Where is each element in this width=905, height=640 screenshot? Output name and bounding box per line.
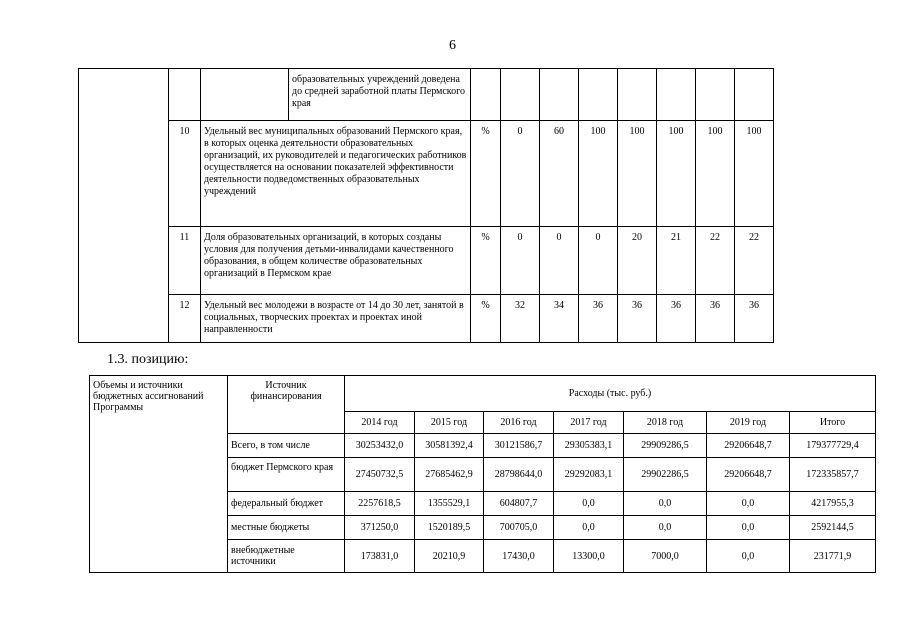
source-cell: федеральный бюджет [228, 492, 345, 516]
year-header: 2014 год [345, 412, 415, 434]
amount-cell: 231771,9 [790, 540, 876, 573]
amount-cell: 2592144,5 [790, 516, 876, 540]
value-cell: 36 [618, 295, 657, 343]
source-cell: внебюджетные источники [228, 540, 345, 573]
year-header: 2019 год [707, 412, 790, 434]
amount-cell: 29292083,1 [554, 458, 624, 492]
unit-cell: % [471, 121, 501, 227]
amount-cell: 0,0 [624, 516, 707, 540]
amount-cell: 1355529,1 [415, 492, 484, 516]
amount-cell: 4217955,3 [790, 492, 876, 516]
amount-cell: 13300,0 [554, 540, 624, 573]
year-header: 2016 год [484, 412, 554, 434]
budget-row-label: Объемы и источники бюджетных ассигнований Программы [90, 376, 228, 573]
value-cell: 100 [696, 121, 735, 227]
amount-cell: 700705,0 [484, 516, 554, 540]
amount-cell: 30121586,7 [484, 434, 554, 458]
value-cell: 36 [735, 295, 774, 343]
value-cell: 0 [579, 227, 618, 295]
amount-cell: 30581392,4 [415, 434, 484, 458]
value-cell: 0 [540, 227, 579, 295]
table-row [79, 295, 774, 343]
amount-cell: 604807,7 [484, 492, 554, 516]
amount-cell: 29305383,1 [554, 434, 624, 458]
amount-cell: 0,0 [624, 492, 707, 516]
amount-cell: 20210,9 [415, 540, 484, 573]
row-number: 12 [169, 295, 201, 343]
indicator-text: Удельный вес молодежи в возрасте от 14 до 30 лет, занятой в социальных, творческих проектах и проектах иной направленности [201, 295, 471, 343]
amount-cell: 173831,0 [345, 540, 415, 573]
value-cell: 21 [657, 227, 696, 295]
value-cell: 100 [618, 121, 657, 227]
amount-cell: 371250,0 [345, 516, 415, 540]
amount-cell: 1520189,5 [415, 516, 484, 540]
amount-cell: 28798644,0 [484, 458, 554, 492]
value-cell: 100 [735, 121, 774, 227]
page-number: 6 [449, 38, 456, 53]
value-cell: 22 [735, 227, 774, 295]
value-cell: 32 [501, 295, 540, 343]
value-cell: 36 [696, 295, 735, 343]
amount-cell: 172335857,7 [790, 458, 876, 492]
table-row [79, 121, 774, 227]
amount-cell: 0,0 [707, 540, 790, 573]
indicators-table [78, 68, 774, 343]
source-header: Источник финансирования [228, 376, 345, 434]
row-number: 10 [169, 121, 201, 227]
value-cell: 100 [579, 121, 618, 227]
table-row [79, 227, 774, 295]
year-header: 2018 год [624, 412, 707, 434]
value-cell: 0 [501, 227, 540, 295]
indicator-text: Доля образовательных организаций, в которых созданы условия для получения детьми-инвалидами качественного образования, в общем количестве образовательных организаций в Пермском крае [201, 227, 471, 295]
amount-cell: 0,0 [554, 492, 624, 516]
year-header: 2017 год [554, 412, 624, 434]
amount-cell: 17430,0 [484, 540, 554, 573]
amount-cell: 27450732,5 [345, 458, 415, 492]
amount-cell: 7000,0 [624, 540, 707, 573]
total-header: Итого [790, 412, 876, 434]
continuation-text: образовательных учреждений доведена до средней заработной платы Пермского края [289, 69, 471, 121]
amount-cell: 0,0 [554, 516, 624, 540]
source-cell: Всего, в том числе [228, 434, 345, 458]
amount-cell: 29206648,7 [707, 458, 790, 492]
amount-cell: 0,0 [707, 516, 790, 540]
value-cell: 36 [579, 295, 618, 343]
source-cell: бюджет Пермского края [228, 458, 345, 492]
source-cell: местные бюджеты [228, 516, 345, 540]
row-number: 11 [169, 227, 201, 295]
indicator-text: Удельный вес муниципальных образований Пермского края, в которых оценка деятельности образовательных организаций, их руководителей и педагогических работников осуществляется на основании показателей эффективности деятельности подведомственных образовательных учреждений [201, 121, 471, 227]
amount-cell: 29206648,7 [707, 434, 790, 458]
amount-cell: 29909286,5 [624, 434, 707, 458]
budget-table [89, 375, 876, 573]
amount-cell: 0,0 [707, 492, 790, 516]
amount-cell: 30253432,0 [345, 434, 415, 458]
value-cell: 20 [618, 227, 657, 295]
table-row [79, 69, 774, 121]
value-cell: 36 [657, 295, 696, 343]
table-row [90, 376, 876, 412]
unit-cell: % [471, 227, 501, 295]
amount-cell: 27685462,9 [415, 458, 484, 492]
section-label: 1.3. позицию: [107, 352, 189, 367]
amount-cell: 2257618,5 [345, 492, 415, 516]
value-cell: 60 [540, 121, 579, 227]
amount-cell: 29902286,5 [624, 458, 707, 492]
expenses-header: Расходы (тыс. руб.) [345, 376, 876, 412]
year-header: 2015 год [415, 412, 484, 434]
value-cell: 0 [501, 121, 540, 227]
indicators-left-blank-cell [79, 69, 169, 343]
value-cell: 22 [696, 227, 735, 295]
amount-cell: 179377729,4 [790, 434, 876, 458]
unit-cell: % [471, 295, 501, 343]
value-cell: 100 [657, 121, 696, 227]
value-cell: 34 [540, 295, 579, 343]
